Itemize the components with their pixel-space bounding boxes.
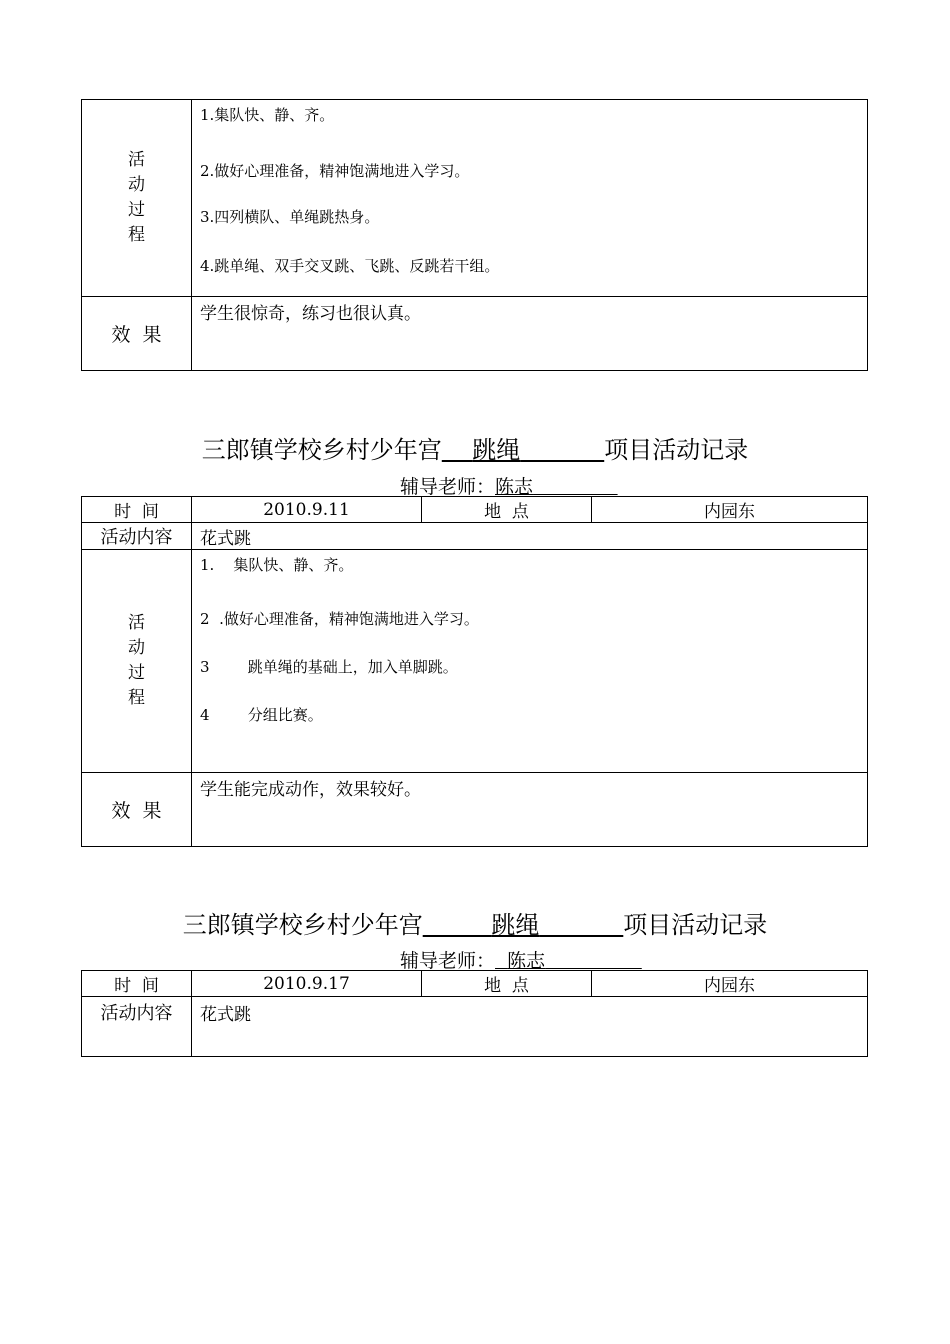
title-prefix: 三郎镇学校乡村少年宫 <box>201 436 442 464</box>
process-label-char: 活 <box>128 150 145 170</box>
process-step: 1. 集队快、静、齐。 <box>200 556 354 574</box>
record-table-1 <box>81 99 868 371</box>
process-step: 1.集队快、静、齐。 <box>200 106 335 124</box>
title-suffix: 项目活动记录 <box>604 436 749 464</box>
title-suffix: 项目活动记录 <box>623 911 768 939</box>
place-label: 地 点 <box>422 497 592 523</box>
content-label: 活动内容 <box>82 997 192 1057</box>
record-table-3 <box>81 970 868 1057</box>
process-step: 2 .做好心理准备，精神饱满地进入学习。 <box>200 610 479 628</box>
effect-label: 效 果 <box>82 773 192 847</box>
process-step: 3 跳单绳的基础上，加入单脚跳。 <box>200 658 458 676</box>
place-value: 内园东 <box>592 497 868 523</box>
process-step: 2.做好心理准备，精神饱满地进入学习。 <box>200 162 470 180</box>
effect-text: 学生很惊奇，练习也很认真。 <box>192 297 868 371</box>
title-project: 跳绳 <box>491 911 540 939</box>
time-label: 时 间 <box>82 497 192 523</box>
date-value: 2010.9.11 <box>192 497 422 523</box>
teacher-name: 陈志 <box>495 476 534 498</box>
teacher-name: 陈志 <box>507 950 546 972</box>
process-label-cell <box>82 550 192 773</box>
process-label-char: 动 <box>128 638 145 658</box>
title-prefix: 三郎镇学校乡村少年宫 <box>182 911 423 939</box>
process-label-char: 活 <box>128 613 145 633</box>
date-value: 2010.9.17 <box>192 971 422 997</box>
process-step: 4 分组比赛。 <box>200 706 323 724</box>
title-project: 跳绳 <box>472 436 521 464</box>
teacher-line <box>400 946 642 973</box>
process-label-char: 程 <box>128 225 145 245</box>
process-label-char: 过 <box>128 200 145 220</box>
time-label: 时 间 <box>82 971 192 997</box>
record-title <box>0 430 950 465</box>
process-cell <box>192 100 868 297</box>
record-title <box>0 905 950 940</box>
process-label-char: 程 <box>128 688 145 708</box>
process-step: 3.四列横队、单绳跳热身。 <box>200 208 380 226</box>
process-label-cell <box>82 100 192 297</box>
process-step: 4.跳单绳、双手交叉跳、飞跳、反跳若干组。 <box>200 257 500 275</box>
record-table-2 <box>81 496 868 847</box>
content-value: 花式跳 <box>192 523 868 550</box>
place-label: 地 点 <box>422 971 592 997</box>
process-label-char: 过 <box>128 663 145 683</box>
process-label-char: 动 <box>128 175 145 195</box>
effect-label: 效 果 <box>82 297 192 371</box>
effect-text: 学生能完成动作，效果较好。 <box>192 773 868 847</box>
content-value: 花式跳 <box>192 997 868 1057</box>
content-label: 活动内容 <box>82 523 192 550</box>
place-value: 内园东 <box>592 971 868 997</box>
teacher-line <box>400 472 618 499</box>
process-cell <box>192 550 868 773</box>
teacher-label: 辅导老师： <box>400 950 496 972</box>
teacher-label: 辅导老师： <box>400 476 496 498</box>
